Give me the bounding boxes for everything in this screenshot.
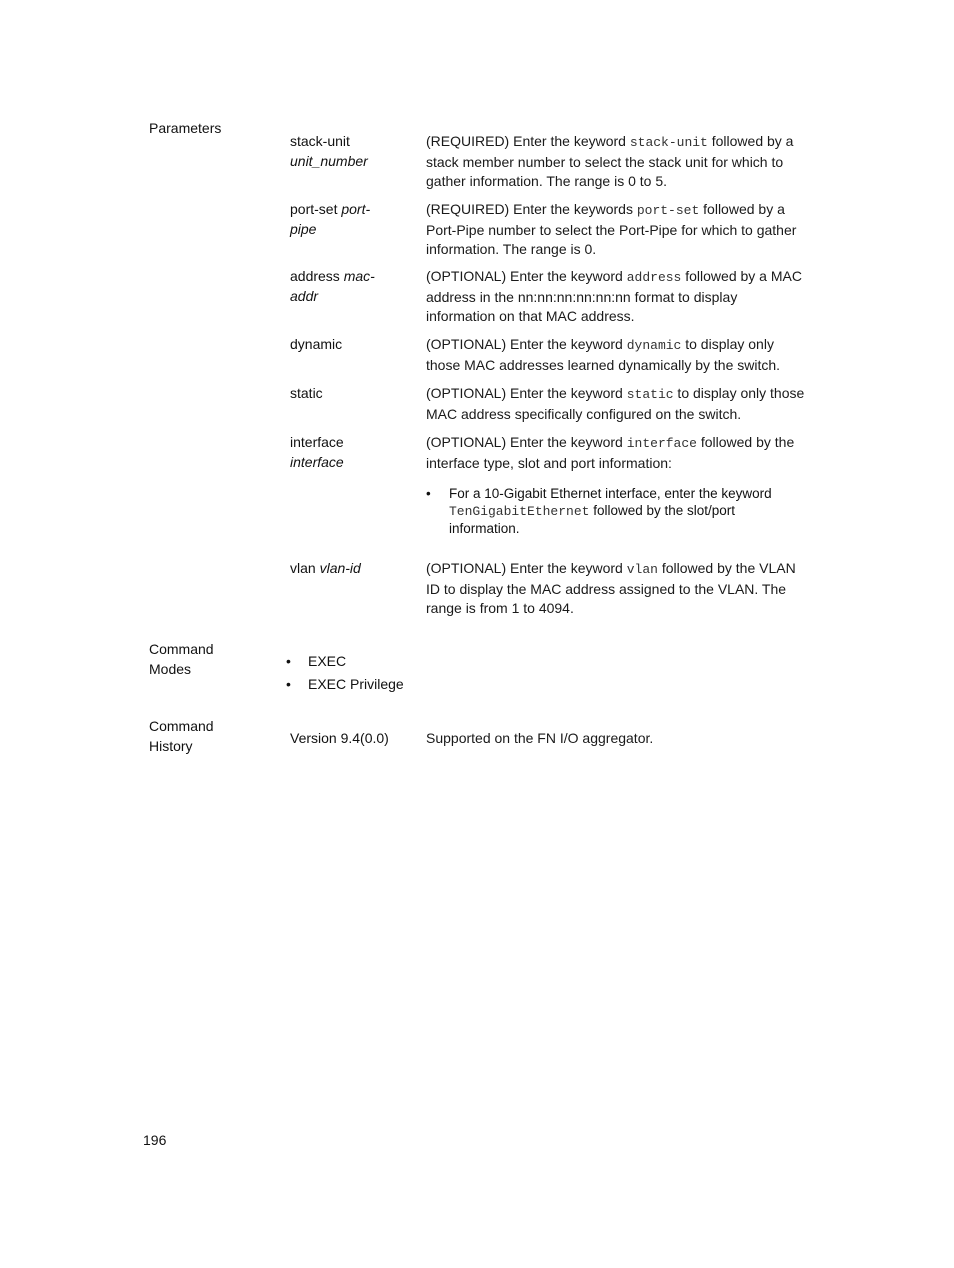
bullet-icon: • — [426, 486, 431, 501]
command-history-version: Version 9.4(0.0) — [290, 730, 389, 746]
param-static-description: (OPTIONAL) Enter the keyword static to display only those MAC address specifically configured on the switch. — [426, 385, 805, 422]
param-dynamic-term: dynamic — [290, 336, 343, 352]
param-vlan-description: (OPTIONAL) Enter the keyword vlan followed by the VLAN ID to display the MAC address assigned to the VLAN. The range is from 1 to 4094. — [426, 560, 796, 616]
param-dynamic-description: (OPTIONAL) Enter the keyword dynamic to display only those MAC addresses learned dynamically by the switch. — [426, 336, 781, 373]
param-vlan-term: vlan vlan-id — [290, 560, 361, 576]
section-label-command-history: Command History — [149, 718, 214, 754]
param-address-term: address mac- addr — [290, 268, 375, 304]
param-address-description: (OPTIONAL) Enter the keyword address followed by a MAC address in the nn:nn:nn:nn:nn:nn format to display information on that MAC address. — [426, 268, 802, 324]
param-static-term: static — [290, 385, 323, 401]
param-port-set-term: port-set port- pipe — [290, 201, 371, 237]
param-interface-description: (OPTIONAL) Enter the keyword interface followed by the interface type, slot and port information: — [426, 434, 795, 471]
param-port-set-description: (REQUIRED) Enter the keywords port-set followed by a Port-Pipe number to select the Port-Pipe for which to gather information. The range is 0. — [426, 201, 797, 257]
section-label-command-modes: Command Modes — [149, 641, 214, 677]
section-label-parameters: Parameters — [149, 120, 222, 136]
param-stack-unit-term: stack-unit unit_number — [290, 133, 368, 169]
page-number: 196 — [143, 1132, 167, 1148]
param-interface-term: interface interface — [290, 434, 344, 470]
param-interface-bullet: • For a 10-Gigabit Ethernet interface, enter the keyword TenGigabitEthernet followed by the slot/port information. — [426, 486, 772, 536]
param-stack-unit-description: (REQUIRED) Enter the keyword stack-unit followed by a stack member number to select the stack unit for which to gather information. The range is 0 to 5. — [426, 133, 794, 189]
bullet-icon: • — [286, 676, 291, 692]
bullet-icon: • — [286, 653, 291, 669]
command-history-description: Supported on the FN I/O aggregator. — [426, 730, 654, 746]
